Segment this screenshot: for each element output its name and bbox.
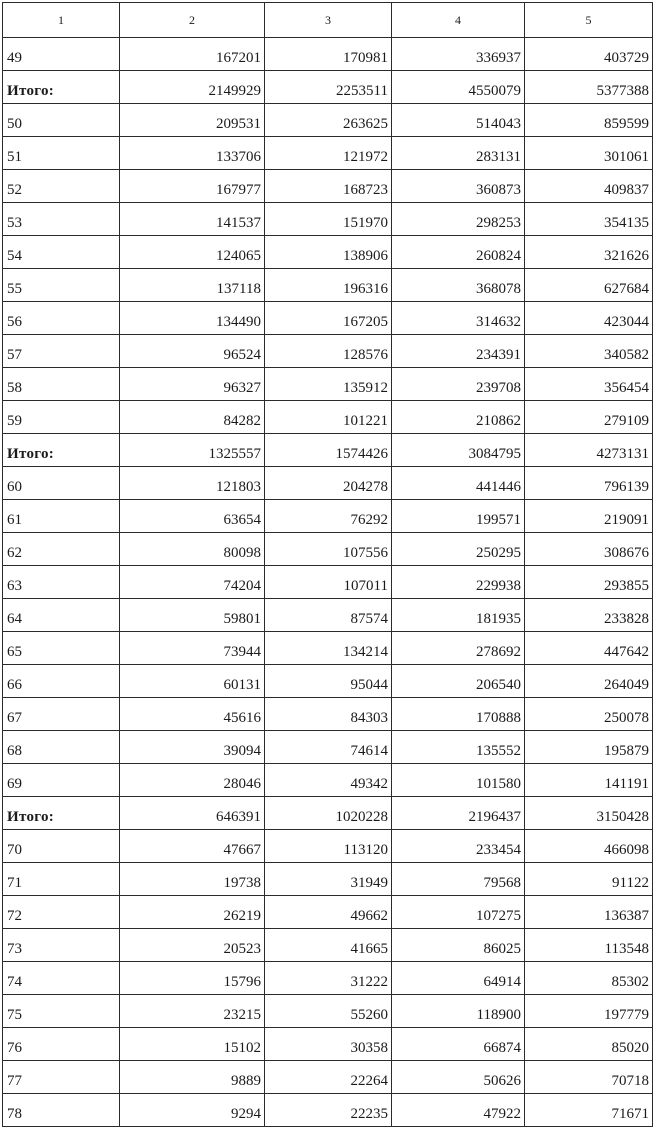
table-row [3,368,653,401]
value-cell-col-5: 308676 [525,533,653,566]
value-cell-col-3: 135912 [265,368,392,401]
column-header-2: 2 [120,3,265,38]
row-number-cell: 51 [3,137,120,170]
value-cell-col-5: 91122 [525,863,653,896]
value-cell-col-2: 19738 [120,863,265,896]
value-cell-col-3: 204278 [265,467,392,500]
table-row [3,896,653,929]
value-cell-col-3: 151970 [265,203,392,236]
value-cell-col-2: 167977 [120,170,265,203]
total-row [3,71,653,104]
value-cell-col-5: 85302 [525,962,653,995]
value-cell-col-4: 514043 [392,104,525,137]
row-number-cell: 72 [3,896,120,929]
value-cell-col-3: 107556 [265,533,392,566]
table-row [3,170,653,203]
value-cell-col-4: 107275 [392,896,525,929]
total-row [3,797,653,830]
total-label-cell: Итого: [3,797,120,830]
value-cell-col-3: 22235 [265,1094,392,1127]
value-cell-col-3: 41665 [265,929,392,962]
value-cell-col-2: 80098 [120,533,265,566]
value-cell-col-2: 23215 [120,995,265,1028]
value-cell-col-2: 646391 [120,797,265,830]
value-cell-col-2: 28046 [120,764,265,797]
header-row [3,3,653,38]
value-cell-col-3: 113120 [265,830,392,863]
value-cell-col-5: 136387 [525,896,653,929]
value-cell-col-4: 283131 [392,137,525,170]
table-row [3,764,653,797]
row-number-cell: 76 [3,1028,120,1061]
value-cell-col-4: 210862 [392,401,525,434]
value-cell-col-4: 441446 [392,467,525,500]
value-cell-col-5: 403729 [525,38,653,71]
value-cell-col-4: 79568 [392,863,525,896]
table-row [3,863,653,896]
value-cell-col-2: 15796 [120,962,265,995]
value-cell-col-3: 170981 [265,38,392,71]
value-cell-col-5: 233828 [525,599,653,632]
column-header-1: 1 [3,3,120,38]
row-number-cell: 75 [3,995,120,1028]
table-row [3,467,653,500]
value-cell-col-2: 96327 [120,368,265,401]
value-cell-col-3: 101221 [265,401,392,434]
value-cell-col-3: 49662 [265,896,392,929]
value-cell-col-4: 118900 [392,995,525,1028]
value-cell-col-5: 293855 [525,566,653,599]
value-cell-col-3: 121972 [265,137,392,170]
value-cell-col-4: 135552 [392,731,525,764]
table-row [3,38,653,71]
value-cell-col-4: 336937 [392,38,525,71]
row-number-cell: 53 [3,203,120,236]
value-cell-col-2: 141537 [120,203,265,236]
value-cell-col-2: 74204 [120,566,265,599]
value-cell-col-4: 101580 [392,764,525,797]
table-row [3,731,653,764]
row-number-cell: 66 [3,665,120,698]
value-cell-col-4: 250295 [392,533,525,566]
value-cell-col-2: 2149929 [120,71,265,104]
value-cell-col-5: 796139 [525,467,653,500]
column-header-5: 5 [525,3,653,38]
table-row [3,1061,653,1094]
row-number-cell: 57 [3,335,120,368]
table-row [3,632,653,665]
value-cell-col-5: 141191 [525,764,653,797]
row-number-cell: 54 [3,236,120,269]
table-row [3,236,653,269]
value-cell-col-4: 233454 [392,830,525,863]
total-label-cell: Итого: [3,434,120,467]
value-cell-col-2: 124065 [120,236,265,269]
value-cell-col-2: 15102 [120,1028,265,1061]
value-cell-col-2: 9294 [120,1094,265,1127]
value-cell-col-3: 168723 [265,170,392,203]
value-cell-col-4: 170888 [392,698,525,731]
row-number-cell: 59 [3,401,120,434]
value-cell-col-2: 1325557 [120,434,265,467]
table-row [3,665,653,698]
value-cell-col-5: 356454 [525,368,653,401]
value-cell-col-3: 1574426 [265,434,392,467]
value-cell-col-3: 74614 [265,731,392,764]
value-cell-col-3: 55260 [265,995,392,1028]
table-row [3,962,653,995]
table-row [3,1028,653,1061]
value-cell-col-2: 96524 [120,335,265,368]
value-cell-col-3: 196316 [265,269,392,302]
value-cell-col-5: 301061 [525,137,653,170]
row-number-cell: 61 [3,500,120,533]
value-cell-col-4: 181935 [392,599,525,632]
row-number-cell: 60 [3,467,120,500]
value-cell-col-5: 113548 [525,929,653,962]
row-number-cell: 49 [3,38,120,71]
table-row [3,929,653,962]
value-cell-col-2: 60131 [120,665,265,698]
value-cell-col-5: 340582 [525,335,653,368]
value-cell-col-3: 30358 [265,1028,392,1061]
value-cell-col-5: 3150428 [525,797,653,830]
value-cell-col-4: 47922 [392,1094,525,1127]
row-number-cell: 62 [3,533,120,566]
value-cell-col-2: 73944 [120,632,265,665]
table-header [3,3,653,38]
value-cell-col-2: 20523 [120,929,265,962]
value-cell-col-2: 47667 [120,830,265,863]
row-number-cell: 69 [3,764,120,797]
value-cell-col-4: 234391 [392,335,525,368]
table-row [3,335,653,368]
row-number-cell: 65 [3,632,120,665]
value-cell-col-4: 298253 [392,203,525,236]
value-cell-col-5: 5377388 [525,71,653,104]
column-header-4: 4 [392,3,525,38]
row-number-cell: 70 [3,830,120,863]
row-number-cell: 56 [3,302,120,335]
value-cell-col-2: 84282 [120,401,265,434]
value-cell-col-5: 409837 [525,170,653,203]
row-number-cell: 63 [3,566,120,599]
value-cell-col-3: 76292 [265,500,392,533]
value-cell-col-5: 4273131 [525,434,653,467]
row-number-cell: 73 [3,929,120,962]
value-cell-col-4: 64914 [392,962,525,995]
value-cell-col-4: 50626 [392,1061,525,1094]
table-row [3,302,653,335]
value-cell-col-2: 59801 [120,599,265,632]
value-cell-col-2: 167201 [120,38,265,71]
value-cell-col-4: 3084795 [392,434,525,467]
value-cell-col-3: 84303 [265,698,392,731]
value-cell-col-2: 133706 [120,137,265,170]
value-cell-col-4: 278692 [392,632,525,665]
value-cell-col-5: 466098 [525,830,653,863]
data-table [2,2,653,1127]
value-cell-col-3: 128576 [265,335,392,368]
value-cell-col-2: 134490 [120,302,265,335]
value-cell-col-4: 314632 [392,302,525,335]
value-cell-col-3: 107011 [265,566,392,599]
value-cell-col-3: 87574 [265,599,392,632]
table-row [3,995,653,1028]
value-cell-col-4: 199571 [392,500,525,533]
row-number-cell: 77 [3,1061,120,1094]
row-number-cell: 68 [3,731,120,764]
row-number-cell: 71 [3,863,120,896]
value-cell-col-3: 138906 [265,236,392,269]
value-cell-col-3: 49342 [265,764,392,797]
value-cell-col-5: 85020 [525,1028,653,1061]
value-cell-col-3: 22264 [265,1061,392,1094]
value-cell-col-2: 209531 [120,104,265,137]
value-cell-col-2: 121803 [120,467,265,500]
total-row [3,434,653,467]
value-cell-col-5: 195879 [525,731,653,764]
table-row [3,269,653,302]
table-row [3,566,653,599]
table-row [3,203,653,236]
value-cell-col-2: 26219 [120,896,265,929]
table-row [3,500,653,533]
value-cell-col-5: 447642 [525,632,653,665]
value-cell-col-3: 31949 [265,863,392,896]
value-cell-col-5: 264049 [525,665,653,698]
value-cell-col-4: 360873 [392,170,525,203]
value-cell-col-2: 9889 [120,1061,265,1094]
value-cell-col-2: 63654 [120,500,265,533]
column-header-3: 3 [265,3,392,38]
value-cell-col-5: 219091 [525,500,653,533]
value-cell-col-5: 197779 [525,995,653,1028]
value-cell-col-4: 260824 [392,236,525,269]
row-number-cell: 74 [3,962,120,995]
value-cell-col-4: 86025 [392,929,525,962]
value-cell-col-3: 1020228 [265,797,392,830]
table-row [3,830,653,863]
total-label-cell: Итого: [3,71,120,104]
value-cell-col-5: 423044 [525,302,653,335]
table-row [3,401,653,434]
row-number-cell: 64 [3,599,120,632]
row-number-cell: 52 [3,170,120,203]
value-cell-col-5: 859599 [525,104,653,137]
row-number-cell: 58 [3,368,120,401]
value-cell-col-3: 31222 [265,962,392,995]
value-cell-col-3: 95044 [265,665,392,698]
table-row [3,104,653,137]
value-cell-col-3: 134214 [265,632,392,665]
row-number-cell: 78 [3,1094,120,1127]
value-cell-col-4: 2196437 [392,797,525,830]
value-cell-col-2: 45616 [120,698,265,731]
value-cell-col-3: 2253511 [265,71,392,104]
value-cell-col-4: 206540 [392,665,525,698]
value-cell-col-2: 137118 [120,269,265,302]
value-cell-col-4: 368078 [392,269,525,302]
table-row [3,698,653,731]
table-body [3,38,653,1127]
row-number-cell: 67 [3,698,120,731]
value-cell-col-5: 279109 [525,401,653,434]
value-cell-col-2: 39094 [120,731,265,764]
table-row [3,599,653,632]
value-cell-col-4: 239708 [392,368,525,401]
value-cell-col-5: 71671 [525,1094,653,1127]
value-cell-col-3: 167205 [265,302,392,335]
value-cell-col-3: 263625 [265,104,392,137]
value-cell-col-5: 321626 [525,236,653,269]
row-number-cell: 55 [3,269,120,302]
table-row [3,1094,653,1127]
value-cell-col-4: 66874 [392,1028,525,1061]
value-cell-col-5: 627684 [525,269,653,302]
value-cell-col-5: 250078 [525,698,653,731]
value-cell-col-5: 354135 [525,203,653,236]
table-row [3,533,653,566]
value-cell-col-4: 229938 [392,566,525,599]
value-cell-col-4: 4550079 [392,71,525,104]
table-row [3,137,653,170]
row-number-cell: 50 [3,104,120,137]
value-cell-col-5: 70718 [525,1061,653,1094]
